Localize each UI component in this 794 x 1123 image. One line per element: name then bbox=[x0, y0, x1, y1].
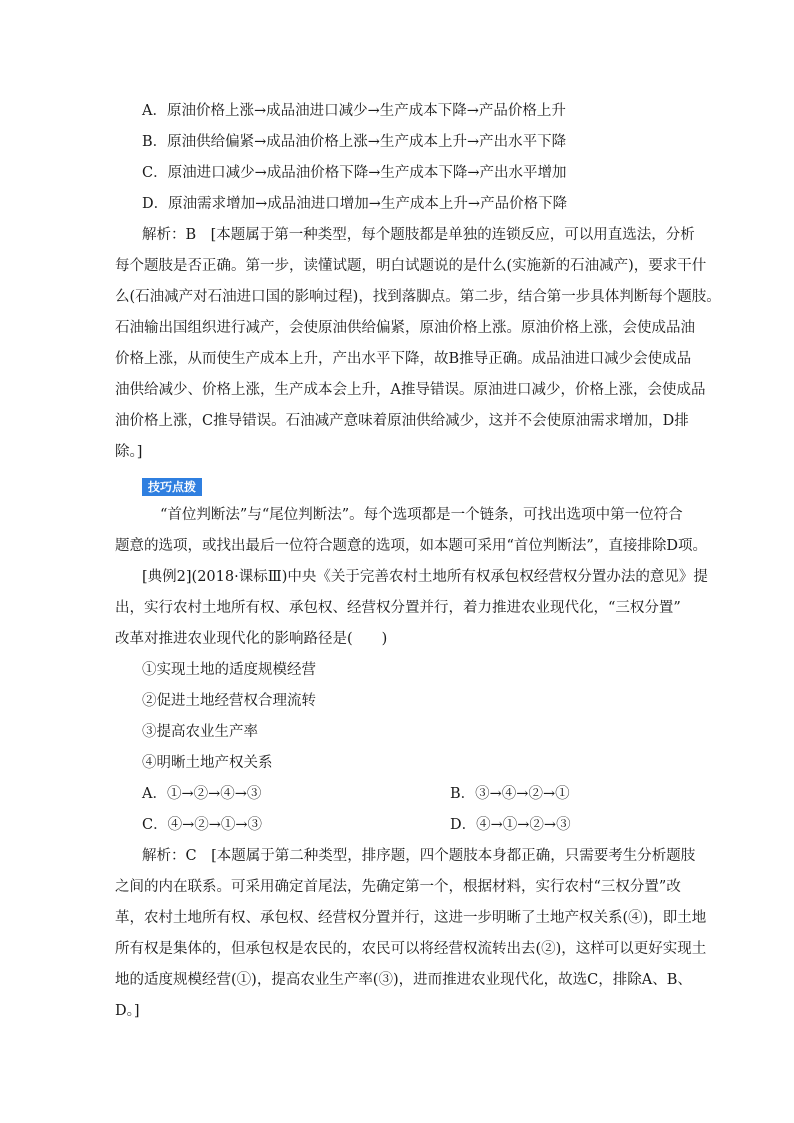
option-d: D．原油需求增加→成品油进口增加→生产成本上升→产品价格下降 bbox=[142, 196, 568, 212]
options-row bbox=[115, 810, 680, 841]
analysis-line: 每个题肢是否正确。第一步，读懂试题，明白试题说的是什么(实施新的石油减产)，要求干什 bbox=[115, 258, 707, 274]
option-a: A．原油价格上涨→成品油进口减少→生产成本下降→产品价格上升 bbox=[142, 103, 566, 119]
analysis-line: 么(石油减产对石油进口国的影响过程)，找到落脚点。第二步，结合第一步具体判断每个题肢。 bbox=[115, 289, 721, 305]
item-4: ④明晰土地产权关系 bbox=[142, 755, 273, 771]
analysis-line: 解析：B [本题属于第一种类型，每个题肢都是单独的连锁反应，可以用直选法，分析 bbox=[142, 227, 695, 243]
stem-line: [典例2](2018·课标Ⅲ)中央《关于完善农村土地所有权承包权经营权分置办法的意见》提 bbox=[142, 569, 708, 585]
option-c: C．原油进口减少→成品油价格下降→生产成本下降→产出水平增加 bbox=[142, 165, 567, 181]
analysis-line: 除。] bbox=[115, 444, 143, 460]
analysis-line: 价格上涨，从而使生产成本上升，产出水平下降，故B推导正确。成品油进口减少会使成品 bbox=[115, 351, 692, 367]
analysis-line: 解析：C [本题属于第二种类型，排序题，四个题肢本身都正确，只需要考生分析题肢 bbox=[142, 848, 696, 864]
analysis-line: 革，农村土地所有权、承包权、经营权分置并行，这进一步明晰了土地产权关系(④)，即土地 bbox=[115, 910, 707, 926]
tip-badge: 技巧点拨 bbox=[142, 478, 202, 496]
stem-line: 改革对推进农业现代化的影响路径是( ) bbox=[115, 631, 388, 647]
option-b: B．③→④→②→① bbox=[450, 786, 570, 802]
item-3: ③提高农业生产率 bbox=[142, 724, 258, 740]
question-2-items bbox=[115, 655, 680, 779]
options-row bbox=[115, 779, 680, 810]
analysis-line: 地的适度规模经营(①)，提高农业生产率(③)，进而推进农业现代化，故选C，排除A、B、 bbox=[115, 972, 692, 988]
question-2-stem bbox=[115, 562, 708, 655]
option-d: D．④→①→②→③ bbox=[450, 817, 571, 833]
question-2-options bbox=[115, 779, 680, 841]
question-1-analysis bbox=[115, 220, 721, 468]
analysis-line: D。] bbox=[115, 1003, 140, 1019]
tip-line: “首位判断法”与“尾位判断法”。每个选项都是一个链条，可找出选项中第一位符合 bbox=[160, 507, 683, 523]
option-c: C．④→②→①→③ bbox=[142, 817, 263, 833]
analysis-line: 油价格上涨，C推导错误。石油减产意味着原油供给减少，这并不会使原油需求增加，D排 bbox=[115, 413, 689, 429]
item-2: ②促进土地经营权合理流转 bbox=[142, 693, 316, 709]
analysis-line: 所有权是集体的，但承包权是农民的，农民可以将经营权流转出去(②)，这样可以更好实现土 bbox=[115, 941, 707, 957]
analysis-line: 石油输出国组织进行减产，会使原油供给偏紧，原油价格上涨。原油价格上涨，会使成品油 bbox=[115, 320, 695, 336]
question-2-analysis bbox=[115, 841, 707, 1027]
analysis-line: 油供给减少、价格上涨，生产成本会上升，A推导错误。原油进口减少，价格上涨，会使成品 bbox=[115, 382, 706, 398]
stem-line: 出，实行农村土地所有权、承包权、经营权分置并行，着力推进农业现代化，“三权分置” bbox=[115, 600, 681, 616]
question-1-options bbox=[115, 96, 680, 220]
tip-badge-wrap bbox=[142, 472, 680, 498]
document-content bbox=[115, 96, 721, 1027]
option-b: B．原油供给偏紧→成品油价格上涨→生产成本上升→产出水平下降 bbox=[142, 134, 567, 150]
analysis-line: 之间的内在联系。可采用确定首尾法，先确定第一个，根据材料，实行农村“三权分置”改 bbox=[115, 879, 681, 895]
option-a: A．①→②→④→③ bbox=[142, 786, 262, 802]
tip-text bbox=[115, 500, 707, 562]
tip-line: 题意的选项，或找出最后一位符合题意的选项，如本题可采用“首位判断法”，直接排除D项。 bbox=[115, 538, 707, 554]
item-1: ①实现土地的适度规模经营 bbox=[142, 662, 316, 678]
